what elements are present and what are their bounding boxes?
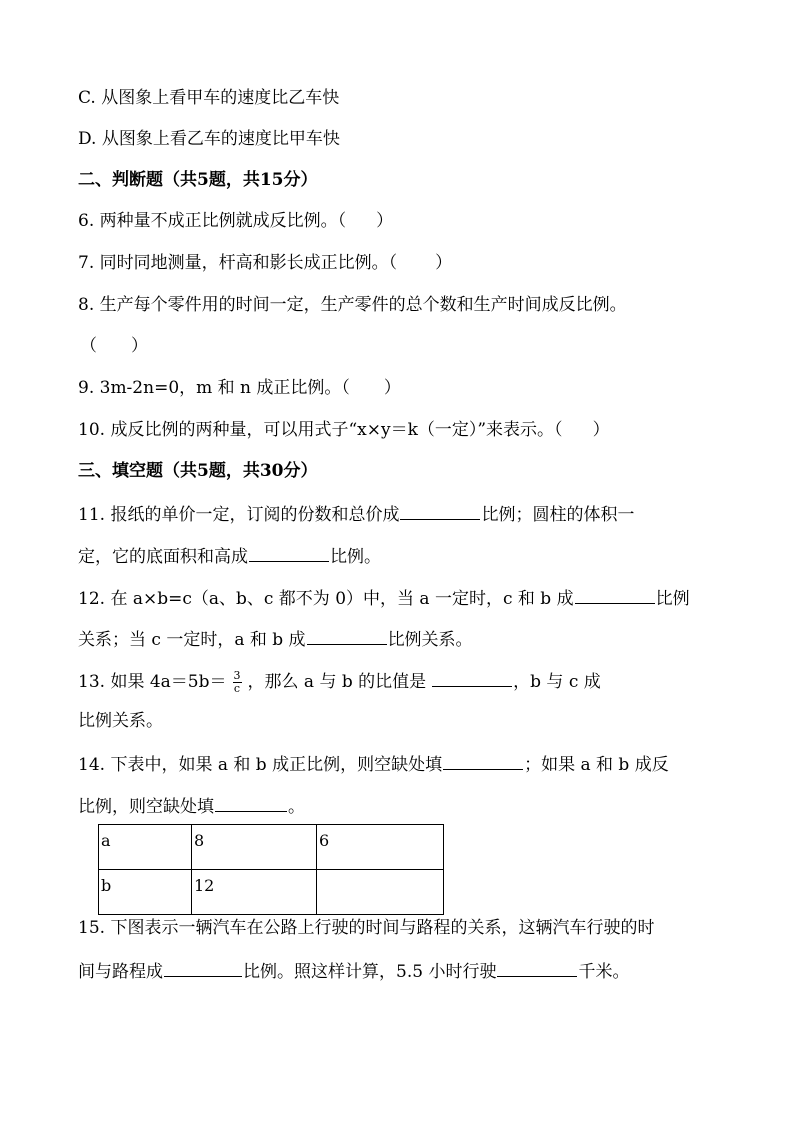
question-14-part-c: 比例，则空缺处填 xyxy=(78,797,214,817)
question-8-open: （ xyxy=(80,336,97,356)
answer-blank-12a[interactable] xyxy=(575,585,655,604)
question-14-part-a: 14. 下表中，如果 a 和 b 成正比例，则空缺处填 xyxy=(78,755,443,775)
table-cell: b xyxy=(99,870,192,915)
answer-blank-12b[interactable] xyxy=(307,626,387,645)
answer-blank-15b[interactable] xyxy=(497,958,577,977)
question-14-part-d: 。 xyxy=(288,797,305,817)
table-cell: 12 xyxy=(192,870,317,915)
question-7 xyxy=(78,251,724,275)
proportion-table xyxy=(98,824,444,915)
question-15-part-c: 比例。照这样计算，5.5 小时行驶 xyxy=(243,962,497,982)
question-13-part-b: ，那么 a 与 b 的比值是 xyxy=(247,672,427,692)
question-13-part-a: 13. 如果 4a＝5b＝ xyxy=(78,672,227,692)
question-15-line2 xyxy=(78,958,724,984)
question-13-line1 xyxy=(78,668,724,695)
question-9 xyxy=(78,376,724,400)
question-6 xyxy=(78,209,724,233)
question-15-line1: 15. 下图表示一辆汽车在公路上行驶的时间与路程的关系，这辆汽车行驶的时 xyxy=(78,918,655,938)
table-cell: 8 xyxy=(192,825,317,870)
question-12-line2 xyxy=(78,626,724,652)
fraction-numerator: 3 xyxy=(233,669,241,682)
answer-blank-14a[interactable] xyxy=(443,751,523,770)
answer-blank-13a[interactable] xyxy=(432,668,512,687)
table-row xyxy=(99,825,444,870)
option-c: C. 从图象上看甲车的速度比乙车快 xyxy=(78,88,340,108)
table-row xyxy=(99,870,444,915)
table-cell: a xyxy=(99,825,192,870)
question-9-text: 9. 3m-2n=0，m 和 n 成正比例。（ xyxy=(78,378,350,398)
question-13-line2: 比例关系。 xyxy=(78,711,163,731)
question-11-part-b: 比例；圆柱的体积一 xyxy=(481,505,635,525)
question-11-line1 xyxy=(78,501,724,527)
question-8: 8. 生产每个零件用的时间一定，生产零件的总个数和生产时间成反比例。 xyxy=(78,295,627,315)
question-13-part-c: ，b 与 c 成 xyxy=(513,672,601,692)
question-10-close: ） xyxy=(592,420,610,440)
question-6-close: ） xyxy=(376,211,394,231)
fraction-denominator: c xyxy=(233,682,241,695)
question-15-part-b: 间与路程成 xyxy=(78,962,163,982)
question-7-text: 7. 同时同地测量，杆高和影长成正比例。（ xyxy=(78,253,398,273)
question-9-close: ） xyxy=(383,378,401,398)
question-11-part-c: 定，它的底面积和高成 xyxy=(78,547,248,567)
question-11-part-d: 比例。 xyxy=(330,547,381,567)
question-10 xyxy=(78,418,724,442)
question-12-part-c: 关系；当 c 一定时，a 和 b 成 xyxy=(78,630,306,650)
question-7-close: ） xyxy=(435,253,453,273)
question-12-part-b: 比例 xyxy=(655,589,690,609)
fraction-3-over-c xyxy=(233,670,242,695)
question-14-line2 xyxy=(78,793,724,819)
section-heading-fill-blank: 三、填空题（共5题，共30分） xyxy=(78,461,318,481)
question-8-close: ） xyxy=(131,336,148,356)
question-14-part-b: ；如果 a 和 b 成反 xyxy=(524,755,669,775)
question-6-text: 6. 两种量不成正比例就成反比例。（ xyxy=(78,211,347,231)
question-12-part-d: 比例关系。 xyxy=(387,630,473,650)
answer-blank-11a[interactable] xyxy=(400,501,480,520)
answer-blank-14b[interactable] xyxy=(215,793,287,812)
answer-blank-11b[interactable] xyxy=(249,543,329,562)
question-11-line2 xyxy=(78,543,724,569)
question-14-line1 xyxy=(78,751,724,777)
question-10-text: 10. 成反比例的两种量，可以用式子“x×y＝k（一定）”来表示。（ xyxy=(78,420,563,440)
question-11-part-a: 11. 报纸的单价一定，订阅的份数和总价成 xyxy=(78,505,400,525)
table-cell-empty[interactable] xyxy=(317,870,444,915)
question-15-part-d: 千米。 xyxy=(578,962,630,982)
option-d: D. 从图象上看乙车的速度比甲车快 xyxy=(78,129,340,149)
question-8-answer xyxy=(80,334,724,358)
question-12-part-a: 12. 在 a×b=c（a、b、c 都不为 0）中，当 a 一定时，c 和 b 成 xyxy=(78,589,574,609)
answer-blank-15a[interactable] xyxy=(164,958,242,977)
table-cell: 6 xyxy=(317,825,444,870)
question-12-line1 xyxy=(78,585,724,611)
section-heading-judgment: 二、判断题（共5题，共15分） xyxy=(78,170,318,190)
